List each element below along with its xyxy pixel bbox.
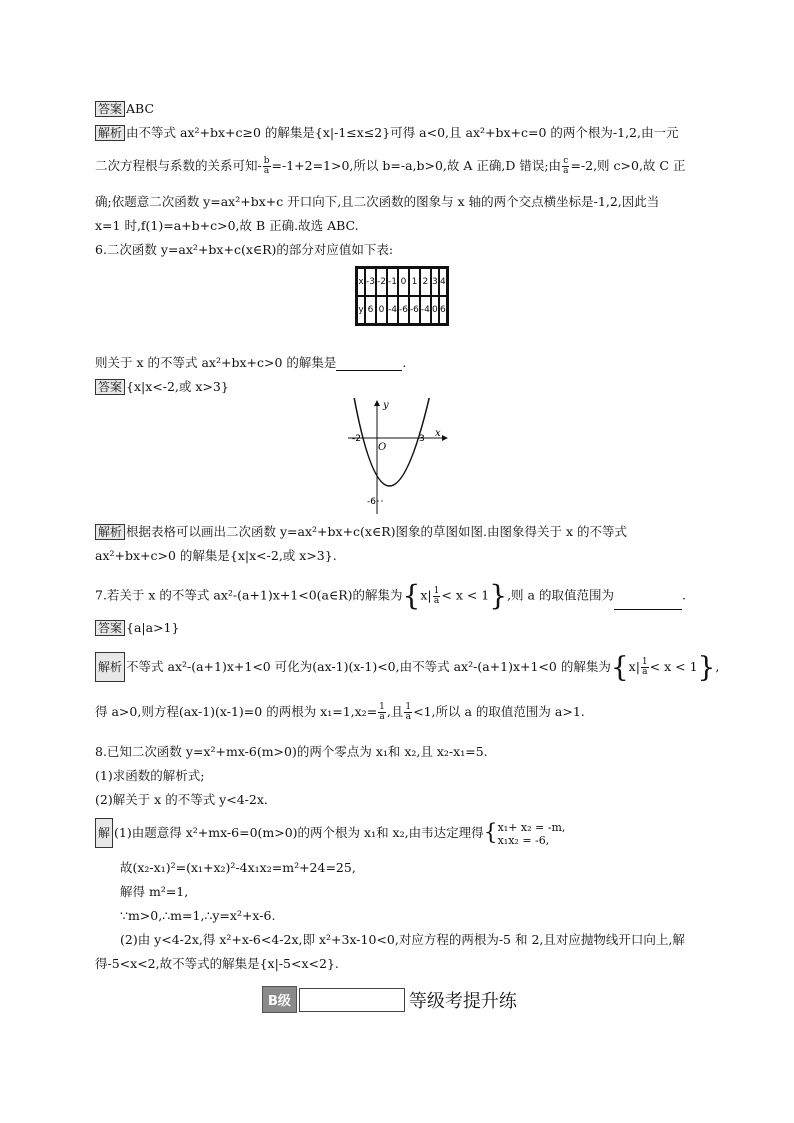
q5-analysis-line-4: x=1 时,f(1)=a+b+c>0,故 B 正确.故选 ABC.: [95, 218, 359, 233]
table-cell-y: -6: [398, 296, 409, 325]
table-cell-y: y: [357, 296, 366, 325]
x-right-root-label: 3: [419, 434, 425, 444]
q5-answer-line: [95, 101, 154, 117]
parabola-graph: [340, 398, 450, 516]
fraction-c-over-a: $\frac{c}{a}$: [563, 156, 569, 176]
q5-analysis-line-3: 确;依题意二次函数 y=ax²+bx+c 开口向下,且二次函数的图象与 x 轴的两个交点横坐标是-1,2,因此当: [95, 194, 660, 209]
table-cell-x: x: [357, 268, 366, 297]
q6-analysis-line-2: ax²+bx+c>0 的解集是{x|x<-2,或 x>3}.: [95, 548, 337, 563]
table-cell-x: -3: [365, 268, 376, 297]
analysis-tag: 解析: [95, 652, 125, 682]
q8-solution-line-5: (2)由 y<4-2x,得 x²+x-6<4-2x,即 x²+3x-10<0,对应方程的两根为-5 和 2,且对应抛物线开口向上,解: [120, 932, 685, 947]
x-left-root-label: -2: [352, 434, 361, 444]
q5-analysis-line-1: [95, 125, 678, 141]
q5-answer: ABC: [126, 101, 155, 116]
table-cell-y: 6: [439, 296, 448, 325]
table-cell-y: 0: [431, 296, 439, 325]
q6-analysis-line-1: 解析 根据表格可以画出二次函数 y=ax²+bx+c(x∈R)图象的草图如图.由图象得关于 x 的不等式: [95, 524, 627, 540]
table-cell-x: 0: [398, 268, 409, 297]
origin-label: O: [378, 442, 387, 453]
section-banner: [262, 986, 517, 1013]
table-row-x: [357, 268, 448, 297]
solution-tag: 解: [95, 818, 113, 848]
answer-tag: 答案: [95, 379, 125, 395]
q8-title: 8.已知二次函数 y=x²+mx-6(m>0)的两个零点为 x₁和 x₂,且 x₂-x₁=5.: [95, 744, 488, 759]
q5-analysis-line-2: [95, 157, 685, 176]
q5-analysis-text-2a: 二次方程根与系数的关系可知-: [95, 158, 262, 173]
table-cell-x: 2: [420, 268, 431, 297]
y-min-label: -6: [367, 497, 376, 507]
q8-part-2: (2)解关于 x 的不等式 y<4-2x.: [95, 792, 268, 807]
q7-analysis-line-1: 解析 不等式 ax²-(a+1)x+1<0 可化为(ax-1)(x-1)<0,由不等式 ax²-(a+1)x+1<0 的解集为{x| $\frac{1}{a}$ < x < 1},: [95, 652, 719, 682]
answer-tag: 答案: [95, 620, 125, 636]
x-axis-arrow: [442, 435, 448, 441]
table-row-y: [357, 296, 448, 325]
value-table: [355, 266, 449, 326]
q6-answer: {x|x<-2,或 x>3}: [126, 379, 229, 394]
q8-solution-line-1: 解 (1)由题意得 x²+mx-6=0(m>0)的两个根为 x₁和 x₂,由韦达定理得{ x₁+ x₂ = -m, x₁x₂ = -6,: [95, 818, 565, 848]
x-axis-label: x: [435, 428, 441, 439]
q8-part-1: (1)求函数的解析式;: [95, 768, 205, 783]
q6-title: 6.二次函数 y=ax²+bx+c(x∈R)的部分对应值如下表:: [95, 242, 394, 257]
answer-blank[interactable]: [614, 597, 682, 610]
table-cell-y: -4: [420, 296, 431, 325]
q5-analysis-text-2c: =-2,则 c>0,故 C 正: [570, 158, 686, 173]
y-axis-arrow: [374, 400, 380, 406]
q8-solution-line-3: 解得 m²=1,: [120, 884, 189, 899]
q6-question: 则关于 x 的不等式 ax²+bx+c>0 的解集是 .: [95, 355, 407, 370]
vieta-system: x₁+ x₂ = -m, x₁x₂ = -6,: [497, 820, 566, 847]
table-cell-y: -4: [387, 296, 398, 325]
table-cell-x: 1: [409, 268, 420, 297]
analysis-tag: 解析: [95, 524, 125, 540]
banner-title: 等级考提升练: [408, 990, 517, 1012]
q5-analysis-text-1: 由不等式 ax²+bx+c≥0 的解集是{x|-1≤x≤2}可得 a<0,且 ax²+bx+c=0 的两个根为-1,2,由一元: [126, 125, 679, 140]
q6-answer-line: [95, 379, 229, 395]
table-cell-y: 6: [365, 296, 376, 325]
fraction-b-over-a: $\frac{b}{a}$: [263, 156, 270, 176]
q8-solution-line-2: 故(x₂-x₁)²=(x₁+x₂)²-4x₁x₂=m²+24=25,: [120, 860, 356, 875]
table-cell-x: -2: [376, 268, 387, 297]
q7-title: 7.若关于 x 的不等式 ax²-(a+1)x+1<0(a∈R)的解集为{x| $\frac{1}{a}$ < x < 1},则 a 的取值范围为 .: [95, 579, 686, 612]
q7-analysis-line-2: 得 a>0,则方程(ax-1)(x-1)=0 的两根为 x₁=1,x₂= $\frac{1}{a}$ ,且 $\frac{1}{a}$ <1,所以 a 的取值范围为 a>1.: [95, 702, 585, 722]
q7-answer: {a|a>1}: [126, 620, 180, 635]
table-cell-x: -1: [387, 268, 398, 297]
q8-solution-line-4: ∵m>0,∴m=1,∴y=x²+x-6.: [120, 908, 276, 923]
level-badge: B级: [262, 986, 297, 1013]
table-cell-y: 0: [376, 296, 387, 325]
answer-blank[interactable]: [336, 358, 402, 371]
q7-answer-line: [95, 620, 179, 636]
analysis-tag: 解析: [95, 125, 125, 141]
table-cell-x: 3: [431, 268, 439, 297]
answer-tag: 答案: [95, 101, 125, 117]
y-axis-label: y: [383, 400, 389, 411]
banner-box: [299, 988, 405, 1012]
q8-solution-line-6: 得-5<x<2,故不等式的解集是{x|-5<x<2}.: [95, 956, 339, 971]
table-cell-x: 4: [439, 268, 448, 297]
table-cell-y: -6: [409, 296, 420, 325]
q5-analysis-text-2b: =-1+2=1>0,所以 b=-a,b>0,故 A 正确,D 错误;由: [271, 158, 562, 173]
